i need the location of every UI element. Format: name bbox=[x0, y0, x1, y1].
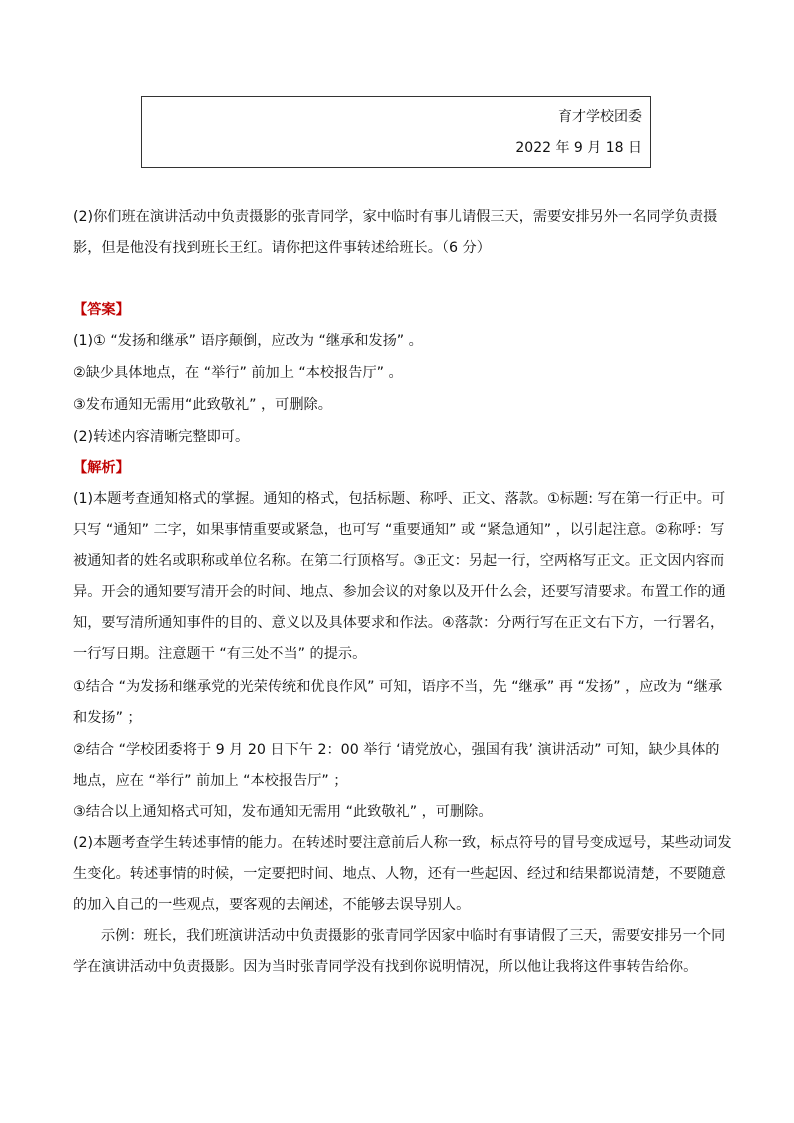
analysis-example: 示例：班长，我们班演讲活动中负责摄影的张青同学因家中临时有事请假了三天，需要安排另一个同学在演讲活动中负责摄影。因为当时张青同学没有找到你说明情况，所以他让我将这件事转告给你。 bbox=[73, 928, 726, 975]
analysis-para-5: (2)本题考查学生转述事情的能力。在转述时要注意前后人称一致，标点符号的冒号变成逗号，某些动词发生变化。转述事情的时候，一定要把时间、地点、人物，还有一些起因、经过和结果都说清楚，不要随意的加入自己的一些观点，要客观的去阐述，不能够去误导别人。 bbox=[73, 835, 732, 913]
answer-line-4: (2)转述内容清晰完整即可。 bbox=[73, 429, 250, 445]
analysis-para-4: ③结合以上通知格式可知，发布通知无需用 “此致敬礼” ，可删除。 bbox=[73, 804, 493, 820]
answer-line-3: ③发布通知无需用“此致敬礼” ，可删除。 bbox=[73, 397, 332, 413]
answer-line-2: ②缺少具体地点，在 “举行” 前加上 “本校报告厅” 。 bbox=[73, 365, 403, 381]
answer-heading: 【答案】 bbox=[73, 302, 130, 318]
notice-date: 2022 年 9 月 18 日 bbox=[515, 140, 642, 156]
question-2: (2)你们班在演讲活动中负责摄影的张青同学，家中临时有事儿请假三天，需要安排另外一名同学负责摄影，但是他没有找到班长王红。请你把这件事转述给班长。（6 分） bbox=[73, 209, 718, 256]
analysis-para-3: ②结合 “学校团委将于 9 月 20 日下午 2：00 举行 ‘请党放心，强国有我’ 演讲活动” 可知，缺少具体的地点，应在 “举行” 前加上 “本校报告厅” ； bbox=[73, 742, 720, 789]
notice-box bbox=[141, 96, 651, 168]
analysis-para-2: ①结合 “为发扬和继承党的光荣传统和优良作风” 可知，语序不当，先 “继承” 再 “发扬” ，应改为 “继承和发扬” ； bbox=[73, 679, 723, 726]
answer-line-1: (1)① “发扬和继承” 语序颠倒，应改为 “继承和发扬” 。 bbox=[73, 333, 423, 349]
analysis-para-1: (1)本题考查通知格式的掌握。通知的格式，包括标题、称呼、正文、落款。①标题: 写在第一行正中。可只写 “通知” 二字，如果事情重要或紧急，也可写 “重要通知” 或 “紧急通知” ，以引起注意。②称呼：写被通知者的姓名或职称或单位名称。在第二行顶格写。③正文：另起一行，空两格写正文。正文因内容而异。开会的通知要写清开会的时间、地点、参加会议的对象以及开什么会，还要写清要求。布置工作的通知，要写清所通知事件的目的、意义以及具体要求和作法。④落款：分两行写在正文右下方，一行署名，一行写日期。注意题干 “有三处不当” 的提示。 bbox=[73, 491, 726, 662]
notice-org: 育才学校团委 bbox=[558, 109, 642, 125]
analysis-heading: 【解析】 bbox=[73, 460, 130, 476]
